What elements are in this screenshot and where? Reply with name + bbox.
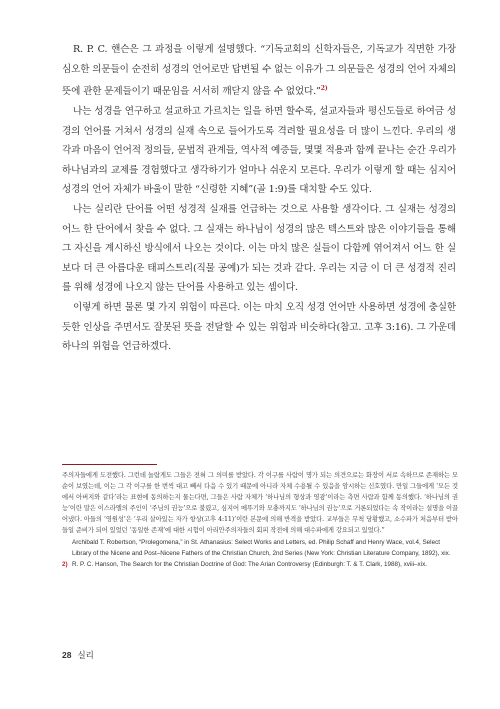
page-footer bbox=[62, 649, 94, 661]
paragraph: 이렇게 하면 물론 몇 가지 위험이 따른다. 이는 마치 오직 성경 언어만 사용하면 성경에 충실한 듯한 인상을 주면서도 잘못된 뜻을 전달할 수 있는 위험과 비슷하다(참고. 고후 3:16). 그 가운데 하나의 위험을 언급하겠다. bbox=[62, 301, 456, 353]
paragraph-text: R. P. C. 핸슨은 그 과정을 이렇게 설명했다. “기독교회의 신학자들은, 기독교가 직면한 가장 심오한 의문들이 순전히 성경의 언어로만 답변될 수 없는 이유가 그 의문들은 성경의 언어 자체의 뜻에 관한 문제들이기 때문임을 서서히 깨닫지 않을 수 없었다.” bbox=[62, 44, 456, 98]
paragraph: 나는 실리란 단어를 어떤 성경적 실재를 언급하는 것으로 사용할 생각이다. 그 실재는 성경의 어느 한 단어에서 찾을 수 없다. 그 실재는 하나님이 성경의 많은 텍스트와 많은 이야기들을 통해 그 자신을 계시하신 방식에서 나오는 것이다. 이는 마치 많은 실들이 다함께 엮어져서 어느 한 실보다 더 큰 아름다운 태피스트리(직물 공예)가 되는 것과 같다. 우리는 지금 이 더 큰 성경적 진리를 위해 성경에 나오지 않는 단어를 사용하고 있는 셈이다. bbox=[62, 203, 456, 294]
footnote-marker: 2) bbox=[320, 85, 328, 93]
footnote-text: R. P. C. Hanson, The Search for the Christian Doctrine of God: The Arian Controversy (Edinburgh: T. & T. Clark, 1988), xviii–xix. bbox=[72, 560, 428, 568]
footnote-continuation: 주의자들에게 도전했다. 그런데 놀랍게도 그들은 전혀 그 의미를 받았다. 각 이구를 사람이 명가 되는 의견으로는 화장이 서로 속하므로 존재하는 모순이 보였는데, 이는 그 각 이구를 한 번씩 대고 빼서 다음 수 있기 때문에 아니라 자체 수용될 수 있음을 암시하는 신호였다. 만일 그들에게 ‘모든 것에서 아버지와 같다’라는 표현에 동의하는지 물는다면, 그들은 사람 자체가 ‘하나님의 형상과 영광’이라는 측면 사람과 함께 동의했다. ‘하나님의 권능’이란 말은 이스라엘의 주인이 ‘주님의 권능’으로 불렸고, 심지어 메뚜기와 모충까지도 ‘하나님의 권능’으로 거론되었다는 속 작이라는 설명을 이끌어냈다. 아들의 ‘영원성’은 ‘우리 살아있는 자가 항상(고후 4:11)’이란 본문에 의해 반격을 받았다. 교부들은 무척 당황했고, 소수파가 처음부터 받아들일 준비가 되어 있었던 ‘동일한 존재’에 대한 시험이 아리안주의자들의 회피 작전에 의해 대수파에게 강요되고 있었다.” bbox=[62, 472, 458, 535]
paragraph: 나는 성경을 연구하고 설교하고 가르치는 일을 하면 할수록, 설교자들과 평신도들로 하여금 성경의 언어를 거쳐서 성경의 실재 속으로 들어가도록 격려할 필요성을 더 많이 느낀다. 우리의 생각과 마음이 언어적 정의들, 문법적 관계들, 역사적 예증들, 몇몇 적용과 함께 끝나는 순간 우리가 하나님과의 교제를 경험했다고 생각하기가 얼마나 쉬운지 모른다. 우리가 이렇게 할 때는 심지어 성경의 언어 자체가 바울이 말한 “신령한 지혜”(골 1:9)를 대치할 수도 있다. bbox=[62, 105, 456, 196]
footnote-item bbox=[62, 537, 458, 559]
footnote-text: Archibald T. Robertson, “Prolegomena,” in St. Athanasius: Select Works and Letters, ed. Philip Schaff and Henry Wace, vol.4, Select Library of the Nicene and Post–Nicene Fathers of the Christian Church, 2nd Series (New York: Christian Literature Company, 1892), xix. bbox=[72, 538, 451, 557]
page-number: 28 bbox=[62, 650, 72, 660]
running-title: 실리 bbox=[77, 650, 94, 660]
footnote-divider bbox=[62, 464, 157, 465]
footnote-item bbox=[62, 559, 458, 570]
paragraph bbox=[62, 40, 456, 102]
footnotes bbox=[62, 470, 458, 570]
footnote-number: 2) bbox=[62, 560, 68, 568]
body-text bbox=[62, 40, 456, 357]
